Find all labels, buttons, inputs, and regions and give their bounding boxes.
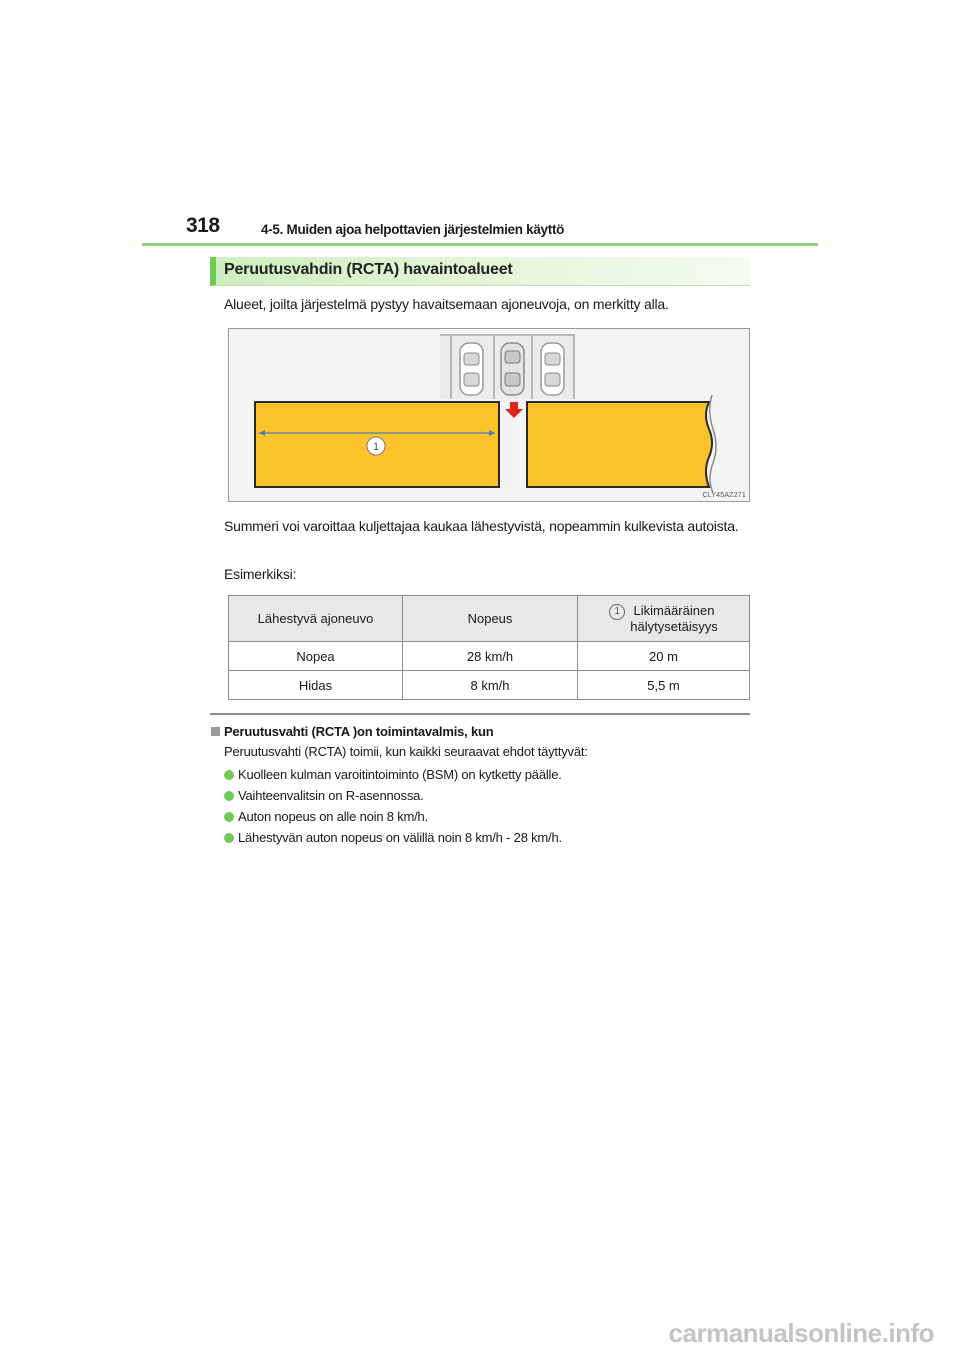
header-distance-line2: hälytysetäisyys — [630, 619, 718, 634]
cell-distance: 20 m — [578, 642, 750, 671]
conditions-list — [224, 764, 562, 848]
list-item — [224, 806, 562, 827]
list-item — [224, 827, 562, 848]
header-distance-line1: Likimääräinen — [633, 603, 715, 618]
reverse-arrow-icon — [505, 402, 523, 418]
header-rule — [142, 243, 818, 246]
chapter-title: 4-5. Muiden ajoa helpottavien järjestelmien käyttö — [261, 222, 565, 237]
list-item — [224, 785, 562, 806]
cell-vehicle: Hidas — [229, 671, 403, 700]
condition-text: Lähestyvän auton nopeus on välillä noin 8 km/h - 28 km/h. — [238, 830, 562, 845]
figure-code: CLY45AZ271 — [702, 492, 746, 499]
cell-distance: 5,5 m — [578, 671, 750, 700]
subsection-heading-text: Peruutusvahti (RCTA )on toimintavalmis, kun — [224, 724, 494, 739]
callout-1-icon: 1 — [609, 604, 625, 620]
square-bullet-icon — [211, 727, 220, 736]
bullet-icon — [224, 770, 234, 780]
cell-speed: 28 km/h — [403, 642, 578, 671]
section-heading-text: Peruutusvahdin (RCTA) havaintoalueet — [224, 261, 513, 278]
header-vehicle: Lähestyvä ajoneuvo — [229, 596, 403, 642]
list-item — [224, 764, 562, 785]
condition-text: Kuolleen kulman varoitintoiminto (BSM) on kytketty päälle. — [238, 767, 562, 782]
warning-paragraph: Summeri voi varoittaa kuljettajaa kaukaa lähestyvistä, nopeammin kulkevista autoista. — [224, 518, 739, 534]
cell-speed: 8 km/h — [403, 671, 578, 700]
detection-zone-right — [527, 402, 712, 487]
conditions-intro: Peruutusvahti (RCTA) toimii, kun kaikki seuraavat ehdot täyttyvät: — [224, 744, 588, 759]
table-row — [229, 671, 750, 700]
detection-area-figure — [228, 328, 750, 502]
watermark: carmanualsonline.info — [668, 1318, 934, 1348]
bullet-icon — [224, 833, 234, 843]
header-speed: Nopeus — [403, 596, 578, 642]
example-label: Esimerkiksi: — [224, 566, 297, 582]
cell-vehicle: Nopea — [229, 642, 403, 671]
table-row — [229, 642, 750, 671]
bullet-icon — [224, 791, 234, 801]
header-distance — [578, 596, 750, 642]
parked-car-left — [460, 343, 483, 395]
intro-paragraph: Alueet, joilta järjestelmä pystyy havaitsemaan ajoneuvoja, on merkitty alla. — [224, 296, 669, 312]
callout-1-label: 1 — [372, 441, 380, 453]
section-heading — [210, 257, 750, 286]
condition-text: Vaihteenvalitsin on R-asennossa. — [238, 788, 424, 803]
bullet-icon — [224, 812, 234, 822]
subsection-rule — [210, 713, 750, 715]
callout-1-icon — [367, 437, 385, 455]
detection-area-diagram — [229, 329, 749, 501]
parked-car-right — [541, 343, 564, 395]
subsection-heading — [211, 724, 493, 739]
page-number: 318 — [186, 214, 220, 237]
alert-distance-table — [228, 595, 750, 700]
reversing-vehicle — [501, 343, 524, 395]
table-header-row — [229, 596, 750, 642]
condition-text: Auton nopeus on alle noin 8 km/h. — [238, 809, 428, 824]
